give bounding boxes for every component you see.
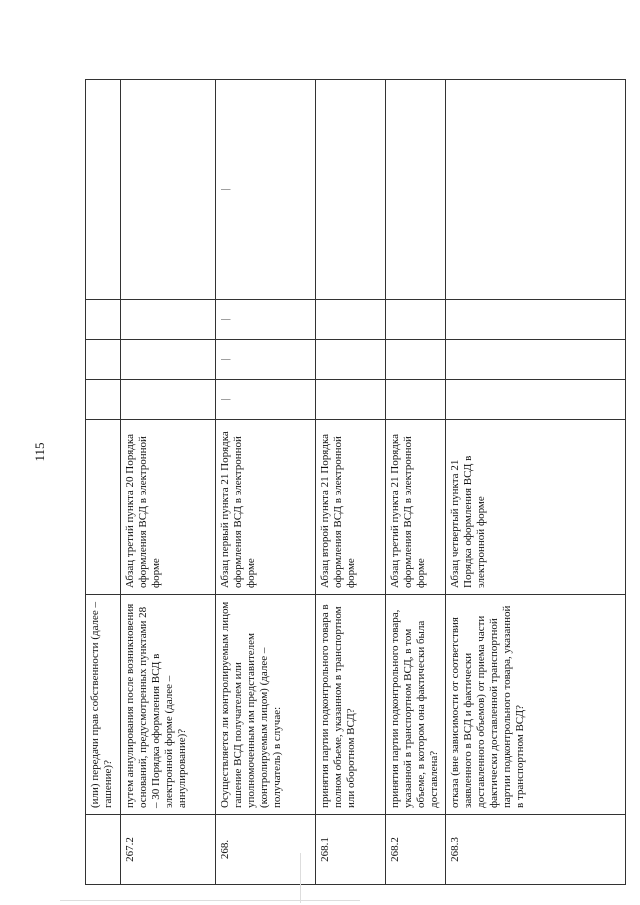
answer-yes-cell bbox=[121, 380, 216, 420]
row-number: 268.2 bbox=[386, 815, 446, 885]
answer-na-cell: | bbox=[216, 300, 316, 340]
answer-no-cell bbox=[316, 340, 386, 380]
legal-reference: Абзац второй пункта 21 Порядка оформления ВСД в электронной форме bbox=[316, 420, 386, 595]
comment-cell bbox=[121, 80, 216, 300]
question-text: Осуществляется ли контролируемым лицом гашение ВСД получателем или уполномоченным им представителем (контролируемым лицом) (далее – получатель) в случае: bbox=[216, 595, 316, 815]
question-text: (или) передачи прав собственности (далее – гашение)? bbox=[86, 595, 121, 815]
answer-yes-cell bbox=[316, 380, 386, 420]
row-number: 268.3 bbox=[446, 815, 626, 885]
answer-na-cell bbox=[86, 300, 121, 340]
table-row bbox=[386, 80, 446, 885]
question-text: принятия партии подконтрольного товара, указанной в транспортном ВСД, в том объеме, в котором она фактически была доставлена? bbox=[386, 595, 446, 815]
row-number: 268. bbox=[216, 815, 316, 885]
checklist-table-container bbox=[85, 80, 625, 885]
question-text: путем аннулирования после возникновения оснований, предусмотренных пунктами 28 – 30 Порядка оформления ВСД в электронной форме (далее – аннулирование)? bbox=[121, 595, 216, 815]
table-row bbox=[121, 80, 216, 885]
checklist-table bbox=[85, 79, 626, 885]
comment-cell bbox=[316, 80, 386, 300]
comment-cell bbox=[86, 80, 121, 300]
table-row bbox=[86, 80, 121, 885]
legal-reference: Абзац третий пункта 21 Порядка оформления ВСД в электронной форме bbox=[386, 420, 446, 595]
legal-reference: Абзац четвертый пункта 21 Порядка оформления ВСД в электронной форме bbox=[446, 420, 626, 595]
scan-edge-line bbox=[300, 853, 301, 903]
legal-reference: Абзац первый пункта 21 Порядка оформления ВСД в электронной форме bbox=[216, 420, 316, 595]
row-number bbox=[86, 815, 121, 885]
answer-no-cell bbox=[121, 340, 216, 380]
table-row bbox=[216, 80, 316, 885]
question-text: принятия партии подконтрольного товара в полном объеме, указанном в транспортном или оборотном ВСД? bbox=[316, 595, 386, 815]
comment-cell: | bbox=[216, 80, 316, 300]
answer-yes-cell bbox=[386, 380, 446, 420]
table-row bbox=[446, 80, 626, 885]
legal-reference bbox=[86, 420, 121, 595]
page-number: 115 bbox=[32, 442, 47, 462]
answer-na-cell bbox=[386, 300, 446, 340]
comment-cell bbox=[386, 80, 446, 300]
answer-yes-cell bbox=[86, 380, 121, 420]
legal-reference: Абзац третий пункта 20 Порядка оформления ВСД в электронной форме bbox=[121, 420, 216, 595]
comment-cell bbox=[446, 80, 626, 300]
answer-no-cell: | bbox=[216, 340, 316, 380]
answer-na-cell bbox=[121, 300, 216, 340]
table-row bbox=[316, 80, 386, 885]
scan-edge-line bbox=[60, 900, 360, 901]
answer-yes-cell: | bbox=[216, 380, 316, 420]
answer-no-cell bbox=[386, 340, 446, 380]
row-number: 268.1 bbox=[316, 815, 386, 885]
answer-na-cell bbox=[316, 300, 386, 340]
answer-yes-cell bbox=[446, 380, 626, 420]
answer-no-cell bbox=[86, 340, 121, 380]
row-number: 267.2 bbox=[121, 815, 216, 885]
answer-na-cell bbox=[446, 300, 626, 340]
answer-no-cell bbox=[446, 340, 626, 380]
question-text: отказа (вне зависимости от соответствия заявленного в ВСД и фактически доставленного объемов) от приема части фактически доставленной транспортной партии подконтрольного товара, указанной в транспортном ВСД? bbox=[446, 595, 626, 815]
